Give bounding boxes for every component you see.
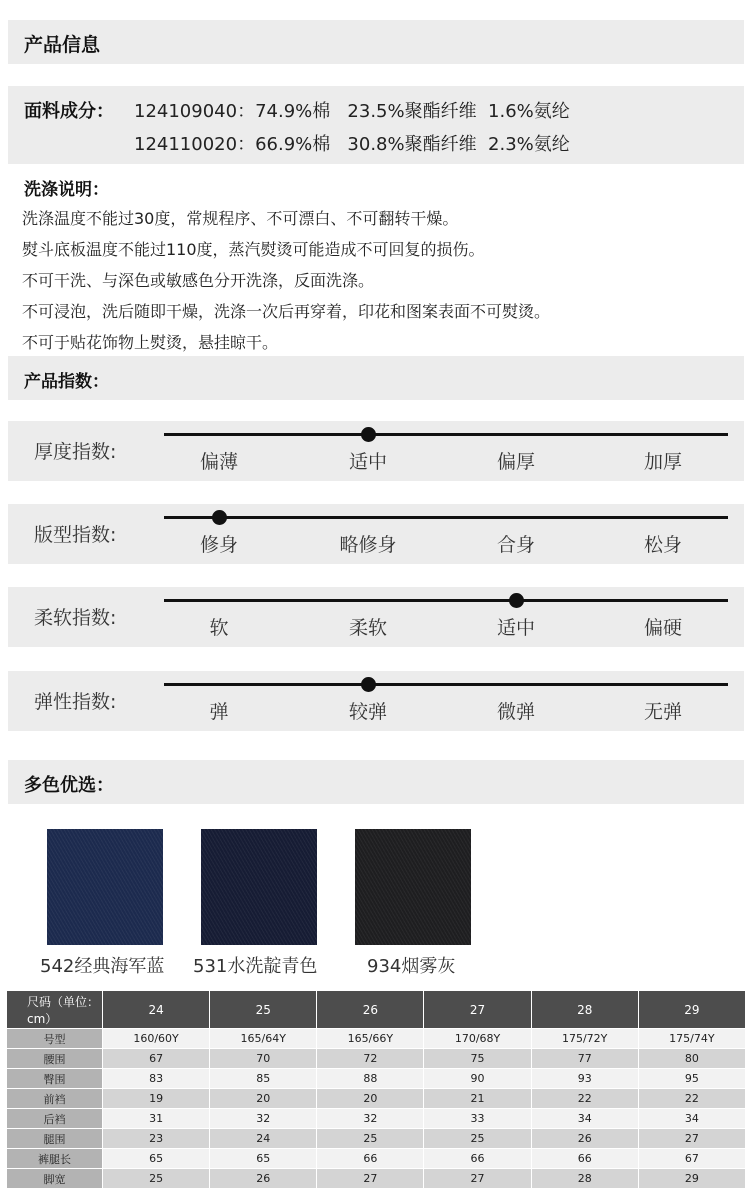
- fabric-line: 124110020：66.9%棉 30.8%聚酯纤维 2.3%氨纶: [134, 134, 570, 155]
- table-cell: 77: [531, 1049, 638, 1069]
- washing-title: 洗涤说明：: [24, 180, 109, 200]
- table-cell: 26: [531, 1129, 638, 1149]
- table-cell: 26: [210, 1169, 317, 1189]
- table-cell: 93: [531, 1069, 638, 1089]
- washing-line: 不可于贴花饰物上熨烫，悬挂晾干。: [22, 333, 279, 352]
- color-swatch[interactable]: [47, 829, 163, 945]
- table-cell: 83: [103, 1069, 210, 1089]
- color-swatch-label: 934烟雾灰: [367, 956, 456, 977]
- index-row-elasticity: [8, 671, 744, 731]
- index-option: 松身: [643, 534, 682, 556]
- index-option: 加厚: [643, 451, 682, 473]
- size-column-header: 28: [531, 991, 638, 1029]
- fabric-label: 面料成分：: [24, 101, 114, 122]
- size-column-header: 25: [210, 991, 317, 1029]
- table-row: [7, 1149, 746, 1169]
- index-marker-dot: [361, 427, 376, 442]
- index-option: 适中: [348, 451, 387, 473]
- table-cell: 19: [103, 1089, 210, 1109]
- index-option: 偏薄: [199, 451, 238, 473]
- table-row: [7, 1069, 746, 1089]
- table-cell: 34: [638, 1109, 745, 1129]
- table-cell: 25: [317, 1129, 424, 1149]
- table-cell: 32: [317, 1109, 424, 1129]
- index-option: 偏厚: [496, 451, 535, 473]
- table-cell: 66: [424, 1149, 531, 1169]
- index-label: 版型指数:: [34, 524, 117, 546]
- table-cell: 32: [210, 1109, 317, 1129]
- table-cell: 29: [638, 1169, 745, 1189]
- table-cell: 90: [424, 1069, 531, 1089]
- size-table: [6, 990, 746, 1189]
- table-row: [7, 1109, 746, 1129]
- index-scale-line: [164, 433, 728, 436]
- index-scale-line: [164, 516, 728, 519]
- color-options-header: [8, 760, 744, 804]
- product-info-header: [8, 20, 744, 64]
- table-cell: 95: [638, 1069, 745, 1089]
- washing-line: 不可浸泡，洗后随即干燥，洗涤一次后再穿着，印花和图案表面不可熨烫。: [22, 302, 551, 321]
- index-option: 适中: [496, 617, 535, 639]
- table-row: [7, 1089, 746, 1109]
- table-cell: 160/60Y: [103, 1029, 210, 1049]
- table-cell: 24: [210, 1129, 317, 1149]
- index-row-fit: [8, 504, 744, 564]
- table-cell: 165/66Y: [317, 1029, 424, 1049]
- fabric-line: 124109040：74.9%棉 23.5%聚酯纤维 1.6%氨纶: [134, 101, 570, 122]
- table-cell: 67: [638, 1149, 745, 1169]
- index-option: 软: [209, 617, 229, 639]
- table-cell: 66: [317, 1149, 424, 1169]
- row-label: 脚宽: [7, 1169, 103, 1189]
- table-cell: 70: [210, 1049, 317, 1069]
- table-cell: 34: [531, 1109, 638, 1129]
- row-label: 后裆: [7, 1109, 103, 1129]
- index-label: 柔软指数:: [34, 607, 117, 629]
- color-swatch[interactable]: [201, 829, 317, 945]
- table-cell: 22: [638, 1089, 745, 1109]
- row-label: 臀围: [7, 1069, 103, 1089]
- index-scale-line: [164, 599, 728, 602]
- table-cell: 75: [424, 1049, 531, 1069]
- color-swatch[interactable]: [355, 829, 471, 945]
- table-cell: 88: [317, 1069, 424, 1089]
- table-cell: 25: [424, 1129, 531, 1149]
- table-row: [7, 1049, 746, 1069]
- table-cell: 33: [424, 1109, 531, 1129]
- table-cell: 80: [638, 1049, 745, 1069]
- table-cell: 27: [424, 1169, 531, 1189]
- table-cell: 67: [103, 1049, 210, 1069]
- table-row: [7, 1029, 746, 1049]
- table-cell: 85: [210, 1069, 317, 1089]
- table-cell: 66: [531, 1149, 638, 1169]
- size-column-header: 27: [424, 991, 531, 1029]
- table-cell: 20: [317, 1089, 424, 1109]
- table-row: [7, 1169, 746, 1189]
- index-option: 略修身: [339, 534, 397, 556]
- table-cell: 22: [531, 1089, 638, 1109]
- table-cell: 21: [424, 1089, 531, 1109]
- product-index-title: 产品指数：: [24, 372, 109, 392]
- table-cell: 28: [531, 1169, 638, 1189]
- size-table-header: [7, 991, 746, 1029]
- size-column-header: 26: [317, 991, 424, 1029]
- index-option: 无弹: [643, 701, 682, 723]
- product-info-title: 产品信息: [24, 34, 101, 56]
- index-label: 弹性指数:: [34, 691, 117, 713]
- table-row: [7, 1129, 746, 1149]
- index-option: 微弹: [496, 701, 535, 723]
- size-table-corner: 尺码（单位：cm）: [7, 991, 103, 1029]
- washing-line: 不可干洗、与深色或敏感色分开洗涤，反面洗涤。: [22, 271, 375, 290]
- size-column-header: 29: [638, 991, 745, 1029]
- table-cell: 175/72Y: [531, 1029, 638, 1049]
- table-cell: 65: [210, 1149, 317, 1169]
- index-scale-line: [164, 683, 728, 686]
- washing-line: 熨斗底板温度不能过110度，蒸汽熨烫可能造成不可回复的损伤。: [22, 240, 485, 259]
- index-label: 厚度指数:: [34, 441, 117, 463]
- index-marker-dot: [509, 593, 524, 608]
- table-cell: 65: [103, 1149, 210, 1169]
- color-swatch-label: 542经典海军蓝: [40, 956, 165, 977]
- row-label: 腿围: [7, 1129, 103, 1149]
- fabric-composition: [8, 86, 744, 164]
- index-marker-dot: [361, 677, 376, 692]
- size-column-header: 24: [103, 991, 210, 1029]
- product-index-header: [8, 356, 744, 400]
- index-option: 修身: [199, 534, 238, 556]
- table-cell: 23: [103, 1129, 210, 1149]
- index-option: 合身: [496, 534, 535, 556]
- table-cell: 72: [317, 1049, 424, 1069]
- table-cell: 27: [638, 1129, 745, 1149]
- washing-line: 洗涤温度不能过30度，常规程序、不可漂白、不可翻转干燥。: [22, 209, 459, 228]
- index-row-thickness: [8, 421, 744, 481]
- index-marker-dot: [212, 510, 227, 525]
- index-option: 偏硬: [643, 617, 682, 639]
- row-label: 腰围: [7, 1049, 103, 1069]
- table-cell: 170/68Y: [424, 1029, 531, 1049]
- color-options-title: 多色优选：: [24, 775, 114, 796]
- table-cell: 27: [317, 1169, 424, 1189]
- row-label: 号型: [7, 1029, 103, 1049]
- table-cell: 20: [210, 1089, 317, 1109]
- row-label: 前裆: [7, 1089, 103, 1109]
- table-cell: 165/64Y: [210, 1029, 317, 1049]
- index-option: 柔软: [348, 617, 387, 639]
- index-option: 较弹: [348, 701, 387, 723]
- table-cell: 175/74Y: [638, 1029, 745, 1049]
- table-cell: 31: [103, 1109, 210, 1129]
- index-row-softness: [8, 587, 744, 647]
- table-cell: 25: [103, 1169, 210, 1189]
- index-option: 弹: [209, 701, 229, 723]
- color-swatch-label: 531水洗靛青色: [193, 956, 318, 977]
- row-label: 裤腿长: [7, 1149, 103, 1169]
